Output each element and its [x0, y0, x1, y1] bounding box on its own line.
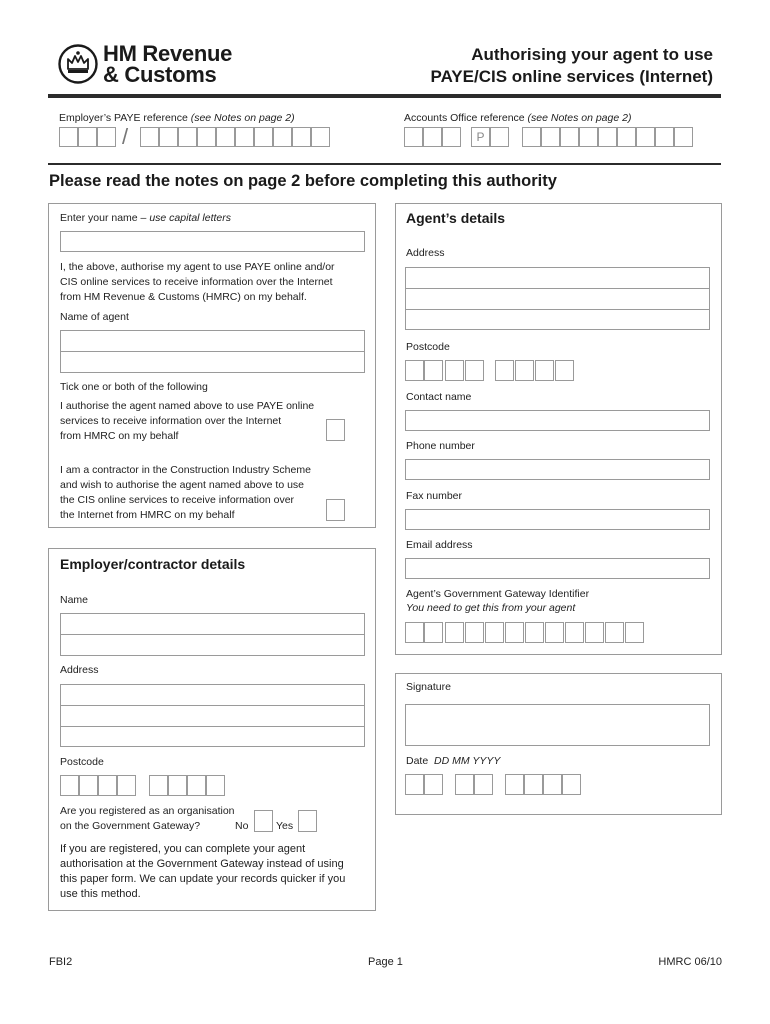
- gateway-question: [60, 804, 235, 834]
- agent-postcode-label: Postcode: [406, 341, 450, 353]
- paye-cell[interactable]: [235, 127, 254, 147]
- employer-address-label: Address: [60, 664, 99, 676]
- postcode-cell[interactable]: [445, 360, 464, 381]
- contact-name-input[interactable]: [405, 410, 710, 431]
- agent-address-line-3[interactable]: [405, 309, 710, 330]
- title-line-2: PAYE/CIS online services (Internet): [430, 67, 713, 86]
- postcode-cell[interactable]: [424, 360, 443, 381]
- postcode-cell[interactable]: [515, 360, 534, 381]
- no-checkbox[interactable]: [254, 810, 273, 832]
- gateway-info: [60, 842, 345, 902]
- statement-line: I, the above, authorise my agent to use PAYE online and/or: [60, 261, 335, 273]
- employer-address-line-3[interactable]: [60, 726, 365, 747]
- gateway-id-cell[interactable]: [424, 622, 443, 643]
- accounts-cell[interactable]: [490, 127, 509, 147]
- paye-cell[interactable]: [273, 127, 292, 147]
- date-cell[interactable]: [424, 774, 443, 795]
- info-line: authorisation at the Government Gateway instead of using: [60, 858, 344, 870]
- postcode-cell[interactable]: [405, 360, 424, 381]
- option-line: I am a contractor in the Construction Industry Scheme: [60, 464, 311, 476]
- gateway-id-text: Agent’s Government Gateway Identifier: [406, 588, 590, 600]
- accounts-cell[interactable]: [617, 127, 636, 147]
- postcode-cell[interactable]: [206, 775, 225, 796]
- accounts-label-text: Accounts Office reference: [404, 112, 525, 124]
- email-label: Email address: [406, 539, 473, 551]
- info-line: If you are registered, you can complete your agent: [60, 843, 306, 855]
- contact-name-label: Contact name: [406, 391, 472, 403]
- gateway-id-cell[interactable]: [505, 622, 524, 643]
- gateway-id-label: [406, 587, 589, 615]
- postcode-cell[interactable]: [465, 360, 484, 381]
- authority-statement: [60, 260, 335, 305]
- cis-option-checkbox[interactable]: [326, 499, 345, 521]
- option-line: services to receive information over the Internet: [60, 415, 282, 427]
- signature-label: Signature: [406, 681, 451, 693]
- paye-reference-label: [59, 111, 295, 125]
- your-name-input[interactable]: [60, 231, 365, 252]
- phone-input[interactable]: [405, 459, 710, 480]
- option-line: and wish to authorise the agent named above to use: [60, 479, 305, 491]
- gateway-id-cell[interactable]: [565, 622, 584, 643]
- accounts-cell[interactable]: [598, 127, 617, 147]
- question-line: on the Government Gateway?: [60, 820, 201, 832]
- page-number: Page 1: [368, 956, 403, 968]
- paye-cell[interactable]: [59, 127, 78, 147]
- employer-address-line-1[interactable]: [60, 684, 365, 706]
- paye-cell[interactable]: [178, 127, 197, 147]
- agent-address-line-2[interactable]: [405, 288, 710, 310]
- info-line: this paper form. We can update your records quicker if you: [60, 873, 346, 885]
- logo-line-1: HM Revenue: [103, 41, 233, 66]
- your-name-label: Enter your name – use capital letters: [60, 212, 232, 224]
- date-cell[interactable]: [543, 774, 562, 795]
- paye-cell[interactable]: [140, 127, 159, 147]
- paye-cell[interactable]: [254, 127, 273, 147]
- yes-checkbox[interactable]: [298, 810, 317, 832]
- your-name-note: use capital letters: [149, 212, 232, 224]
- form-version: HMRC 06/10: [658, 956, 722, 968]
- logo-line-2: & Customs: [103, 62, 217, 87]
- accounts-cell[interactable]: [442, 127, 461, 147]
- paye-option-text: [60, 399, 314, 444]
- paye-label-text: Employer’s PAYE reference: [59, 112, 188, 124]
- gateway-id-cell[interactable]: [485, 622, 504, 643]
- cis-option-text: [60, 463, 311, 523]
- accounts-cell[interactable]: [522, 127, 541, 147]
- info-line: use this method.: [60, 888, 141, 900]
- employer-name-input-line-1[interactable]: [60, 613, 365, 635]
- postcode-cell[interactable]: [555, 360, 574, 381]
- your-name-text: Enter your name: [60, 212, 138, 224]
- paye-cell[interactable]: [78, 127, 97, 147]
- paye-cell[interactable]: [97, 127, 116, 147]
- fax-label: Fax number: [406, 490, 463, 502]
- gateway-id-note: You need to get this from your agent: [406, 602, 576, 614]
- postcode-cell[interactable]: [79, 775, 98, 796]
- gateway-id-cell[interactable]: [525, 622, 544, 643]
- date-cell[interactable]: [524, 774, 543, 795]
- agent-name-input-line-2[interactable]: [60, 351, 365, 373]
- date-cell[interactable]: [405, 774, 424, 795]
- postcode-cell[interactable]: [187, 775, 206, 796]
- agent-address-label: Address: [406, 247, 445, 259]
- statement-line: CIS online services to receive information over the Internet: [60, 276, 333, 288]
- postcode-cell[interactable]: [60, 775, 79, 796]
- accounts-fixed-p: P: [471, 127, 490, 147]
- form-title: [373, 44, 713, 88]
- date-cell[interactable]: [562, 774, 581, 795]
- option-line: I authorise the agent named above to use PAYE online: [60, 400, 315, 412]
- option-line: the CIS online services to receive information over: [60, 494, 295, 506]
- postcode-cell[interactable]: [168, 775, 187, 796]
- postcode-cell[interactable]: [98, 775, 117, 796]
- tick-instruction: Tick one or both of the following: [60, 381, 208, 393]
- employer-address-line-2[interactable]: [60, 705, 365, 727]
- paye-separator: /: [122, 124, 129, 149]
- date-cell[interactable]: [474, 774, 493, 795]
- gateway-id-cell[interactable]: [605, 622, 624, 643]
- postcode-cell[interactable]: [535, 360, 554, 381]
- agent-title: Agent’s details: [406, 210, 506, 226]
- employer-title: Employer/contractor details: [60, 556, 246, 572]
- accounts-cell[interactable]: [541, 127, 560, 147]
- statement-line: from HM Revenue & Customs (HMRC) on my behalf.: [60, 291, 307, 303]
- date-format: DD MM YYYY: [434, 755, 501, 767]
- email-input[interactable]: [405, 558, 710, 579]
- postcode-cell[interactable]: [149, 775, 168, 796]
- option-line: from HMRC on my behalf: [60, 430, 179, 442]
- date-cell[interactable]: [505, 774, 524, 795]
- gateway-id-cell[interactable]: [545, 622, 564, 643]
- accounts-reference-label: [404, 111, 631, 125]
- date-label: [406, 754, 500, 768]
- fax-input[interactable]: [405, 509, 710, 530]
- postcode-cell[interactable]: [117, 775, 136, 796]
- option-line: the Internet from HMRC on my behalf: [60, 509, 235, 521]
- title-line-1: Authorising your agent to use: [471, 45, 713, 64]
- gateway-id-cell[interactable]: [445, 622, 464, 643]
- section-divider: [48, 163, 721, 165]
- agent-name-label: Name of agent: [60, 311, 129, 323]
- accounts-cell[interactable]: [674, 127, 693, 147]
- paye-cell[interactable]: [292, 127, 311, 147]
- phone-label: Phone number: [406, 440, 475, 452]
- accounts-cell[interactable]: [423, 127, 442, 147]
- date-text: Date: [406, 755, 429, 767]
- accounts-note: (see Notes on page 2): [527, 112, 632, 124]
- agent-address-line-1[interactable]: [405, 267, 710, 289]
- accounts-cell[interactable]: [560, 127, 579, 147]
- accounts-cell[interactable]: [404, 127, 423, 147]
- accounts-cell[interactable]: [636, 127, 655, 147]
- paye-note: (see Notes on page 2): [190, 112, 295, 124]
- employer-postcode-label: Postcode: [60, 756, 104, 768]
- paye-cell[interactable]: [197, 127, 216, 147]
- employer-name-input-line-2[interactable]: [60, 634, 365, 656]
- postcode-cell[interactable]: [495, 360, 514, 381]
- gateway-id-cell[interactable]: [625, 622, 644, 643]
- paye-cell[interactable]: [216, 127, 235, 147]
- paye-cell[interactable]: [311, 127, 330, 147]
- agent-name-input-line-1[interactable]: [60, 330, 365, 352]
- employer-name-label: Name: [60, 594, 89, 606]
- accounts-cell[interactable]: [655, 127, 674, 147]
- no-label: No: [235, 820, 249, 832]
- gateway-id-cell[interactable]: [465, 622, 484, 643]
- date-cell[interactable]: [455, 774, 474, 795]
- main-heading: Please read the notes on page 2 before completing this authority: [49, 172, 557, 190]
- yes-label: Yes: [276, 820, 294, 832]
- signature-input[interactable]: [405, 704, 710, 746]
- hmrc-logo: [103, 43, 232, 85]
- header-divider: [48, 94, 721, 98]
- hmrc-crest-icon: [58, 44, 98, 84]
- question-line: Are you registered as an organisation: [60, 805, 235, 817]
- gateway-id-cell[interactable]: [585, 622, 604, 643]
- paye-option-checkbox[interactable]: [326, 419, 345, 441]
- gateway-id-cell[interactable]: [405, 622, 424, 643]
- accounts-cell[interactable]: [579, 127, 598, 147]
- form-code: FBI2: [49, 956, 73, 968]
- paye-cell[interactable]: [159, 127, 178, 147]
